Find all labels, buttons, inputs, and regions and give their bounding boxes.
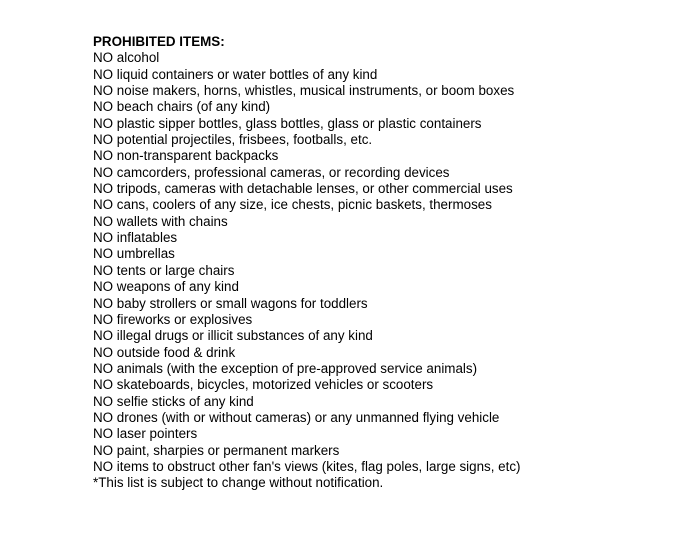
- list-item: NO illegal drugs or illicit substances of any kind: [93, 328, 373, 344]
- prohibited-items-document: [93, 34, 673, 492]
- list-item: NO cans, coolers of any size, ice chests, picnic baskets, thermoses: [93, 197, 492, 213]
- list-item: NO potential projectiles, frisbees, footballs, etc.: [93, 132, 373, 148]
- list-item: NO laser pointers: [93, 426, 198, 442]
- list-item: NO wallets with chains: [93, 213, 228, 229]
- list-item: NO plastic sipper bottles, glass bottles, glass or plastic containers: [93, 115, 482, 131]
- heading: PROHIBITED ITEMS:: [93, 34, 225, 49]
- list-item: NO baby strollers or small wagons for toddlers: [93, 295, 368, 311]
- list-item: NO outside food & drink: [93, 344, 236, 360]
- prohibited-items-list: [93, 50, 673, 475]
- list-item: NO non-transparent backpacks: [93, 148, 279, 164]
- footnote: *This list is subject to change without notification.: [93, 475, 384, 491]
- list-item: NO skateboards, bicycles, motorized vehicles or scooters: [93, 377, 434, 393]
- list-item: NO items to obstruct other fan's views (kites, flag poles, large signs, etc): [93, 458, 521, 474]
- list-item: NO beach chairs (of any kind): [93, 99, 271, 115]
- list-item: NO inflatables: [93, 230, 178, 246]
- list-item: NO paint, sharpies or permanent markers: [93, 442, 340, 458]
- list-item: NO animals (with the exception of pre-approved service animals): [93, 360, 478, 376]
- list-item: NO weapons of any kind: [93, 279, 239, 295]
- list-item: NO drones (with or without cameras) or any unmanned flying vehicle: [93, 409, 500, 425]
- list-item: NO umbrellas: [93, 246, 175, 262]
- list-item: NO tripods, cameras with detachable lenses, or other commercial uses: [93, 181, 513, 197]
- list-item: NO selfie sticks of any kind: [93, 393, 254, 409]
- list-item: NO camcorders, professional cameras, or recording devices: [93, 164, 450, 180]
- list-item: NO tents or large chairs: [93, 262, 235, 278]
- list-item: NO liquid containers or water bottles of any kind: [93, 66, 378, 82]
- list-item: NO fireworks or explosives: [93, 311, 253, 327]
- list-item: NO alcohol: [93, 50, 160, 66]
- list-item: NO noise makers, horns, whistles, musical instruments, or boom boxes: [93, 83, 515, 99]
